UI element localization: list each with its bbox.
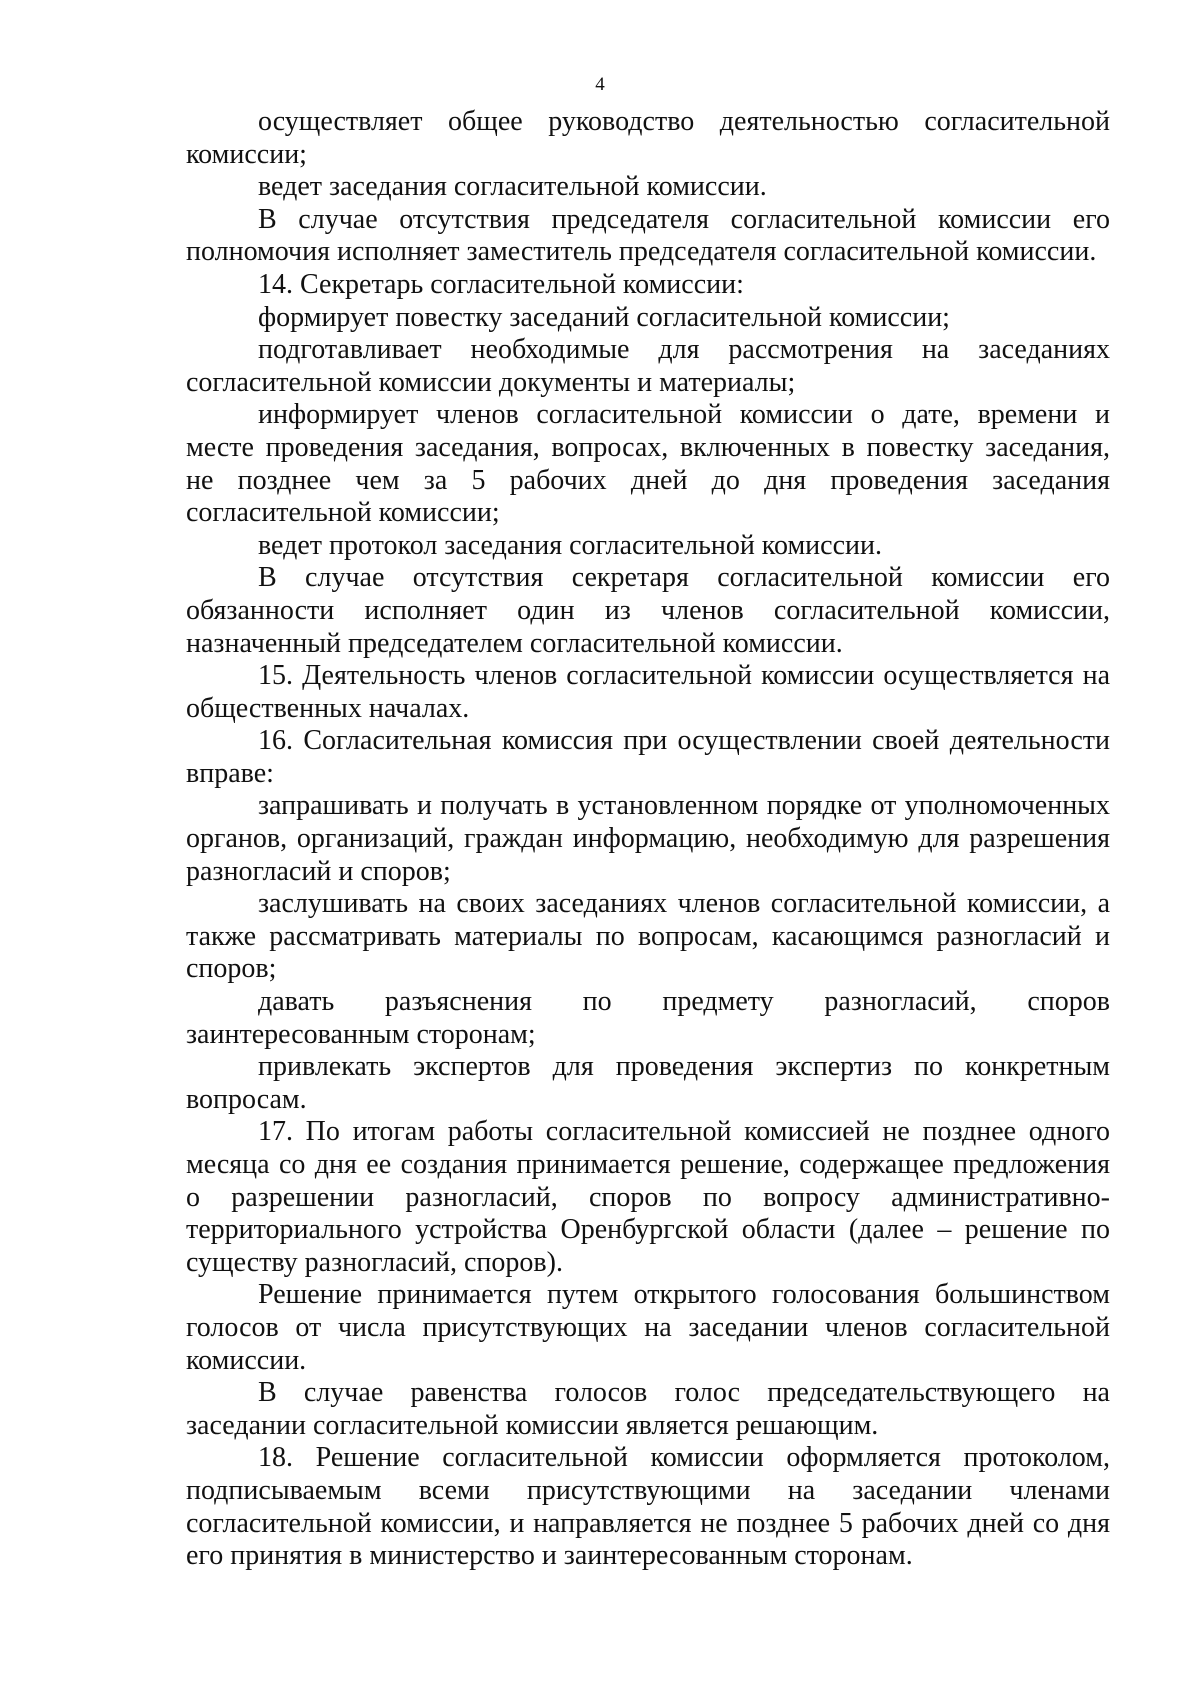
paragraph: заслушивать на своих заседаниях членов согласительной комиссии, а также рассматривать материалы по вопросам, касающимся разногласий и споров; (186, 888, 1110, 985)
paragraph: 15. Деятельность членов согласительной комиссии осуществляется на общественных началах. (186, 660, 1110, 724)
paragraph: Решение принимается путем открытого голосования большинством голосов от числа присутствующих на заседании членов согласительной комиссии. (186, 1279, 1110, 1376)
paragraph: 17. По итогам работы согласительной комиссией не позднее одного месяца со дня ее создания принимается решение, содержащее предложения о разрешении разногласий, споров по вопросу административно-территориального устройства Оренбургской области (далее – решение по существу разногласий, споров). (186, 1116, 1110, 1278)
paragraph: запрашивать и получать в установленном порядке от уполномоченных органов, организаций, граждан информацию, необходимую для разрешения разногласий и споров; (186, 790, 1110, 887)
paragraph: информирует членов согласительной комиссии о дате, времени и месте проведения заседания, вопросах, включенных в повестку заседания, не позднее чем за 5 рабочих дней до дня проведения заседания согласительной комиссии; (186, 399, 1110, 529)
paragraph: В случае отсутствия председателя согласительной комиссии его полномочия исполняет заместитель председателя согласительной комиссии. (186, 203, 1110, 268)
paragraph: подготавливает необходимые для рассмотрения на заседаниях согласительной комиссии документы и материалы; (186, 334, 1110, 398)
paragraph: В случае отсутствия секретаря согласительной комиссии его обязанности исполняет один из членов согласительной комиссии, назначенный председателем согласительной комиссии. (186, 562, 1110, 659)
paragraph: формирует повестку заседаний согласительной комиссии; (258, 301, 950, 333)
paragraph: ведет заседания согласительной комиссии. (258, 171, 767, 203)
paragraph: ведет протокол заседания согласительной комиссии. (258, 529, 882, 561)
paragraph: осуществляет общее руководство деятельностью согласительной комиссии; (186, 106, 1110, 170)
paragraph: давать разъяснения по предмету разногласий, споров заинтересованным сторонам; (186, 986, 1110, 1050)
paragraph: В случае равенства голосов голос председательствующего на заседании согласительной комиссии является решающим. (186, 1377, 1110, 1441)
paragraph: 18. Решение согласительной комиссии оформляется протоколом, подписываемым всеми присутствующими на заседании членами согласительной комиссии, и направляется не позднее 5 рабочих дней со дня его принятия в министерство и заинтересованным сторонам. (186, 1442, 1110, 1572)
paragraph: 16. Согласительная комиссия при осуществлении своей деятельности вправе: (186, 725, 1110, 789)
page-number: 4 (595, 74, 605, 95)
document-body (186, 106, 1110, 1573)
paragraph: 14. Секретарь согласительной комиссии: (258, 268, 744, 300)
paragraph: привлекать экспертов для проведения экспертиз по конкретным вопросам. (186, 1051, 1110, 1115)
